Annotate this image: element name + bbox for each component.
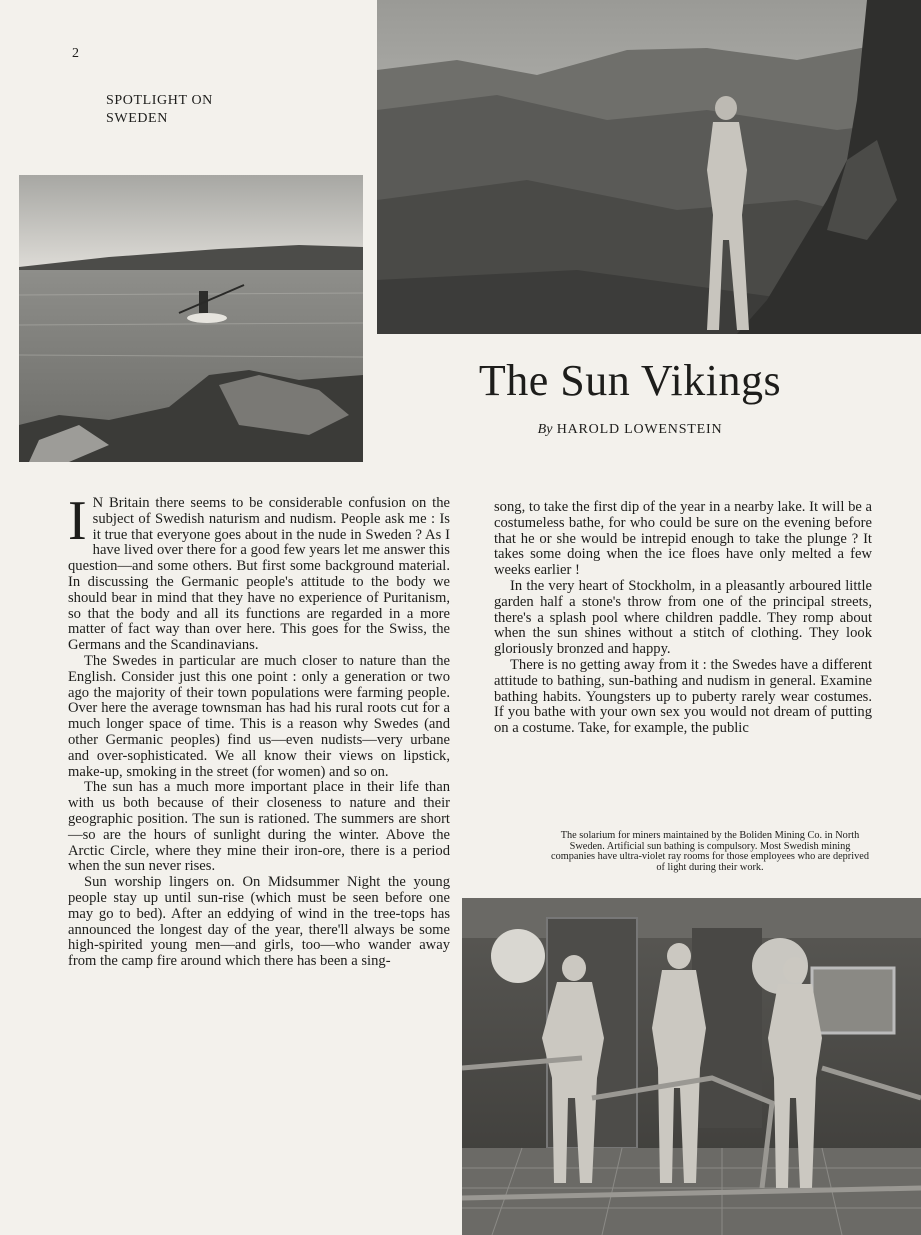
paragraph-6: In the very heart of Stockholm, in a pleasantly arboured little garden half a stone's throw from one of the principal streets, there's a splash pool where children paddle. They romp about when the sun shines without a stitch of clothing. They look gloriously bronzed and happy.: [494, 577, 872, 658]
paragraph-7: There is no getting away from it : the Swedes have a different attitude to bathing, sun-bathing and nudism in general. Examine bathing habits. Youngsters up to puberty rarely wear costumes. If you bathe with your own sex you would not dream of putting on a costume. Take, for example, the public: [494, 656, 872, 737]
paragraph-2: The Swedes in particular are much closer to nature than the English. Consider just this one point : only a generation or two ago the majority of their town populations were farming people. Over here the average townsman has had his rural roots cut for a much longer space of time. This is a reason why Swedes (and other Germanic peoples) find us—even nudists—very urbane and over-sophisticated. We all know their views on lipstick, make-up, smoking in the street (for women) and so on.: [68, 652, 450, 780]
paragraph-4: Sun worship lingers on. On Midsummer Night the young people stay up until sun-rise (which must be seen before one may go to bed). After an eddying of wind in the tree-tops has announced the longest day of the year, there'll always be some high-spirited young men—and girls, too—who wander away from the camp fire around which there has been a sing-: [68, 874, 450, 970]
paragraph-1-text: N Britain there seems to be considerable confusion on the subject of Swedish naturism and nudism. People ask me : Is it true that everyone goes about in the nude in Sweden ? As I have lived over there for a good few years let me answer this question—and some others. But first some background material. In discussing the Germanic people's attitude to the body we should bear in mind that they have no experience of Puritanism, so that the body and all its functions are regarded in a more matter of fact way than over here. This goes for the Swiss, the Germans and the Scandinavians.: [68, 495, 450, 654]
paragraph-5: song, to take the first dip of the year in a nearby lake. It will be a costumeless bathe, for who could be sure on the evening before that he or she would be intrepid enough to take the plunge ? It takes some doing when the ice floes have only melted a few weeks earlier !: [494, 499, 872, 579]
page-number: 2: [72, 46, 79, 61]
drop-cap: I: [68, 490, 87, 552]
section-label: [106, 92, 213, 128]
paragraph-1: [68, 490, 450, 654]
section-label-line-2: SWEDEN: [106, 111, 168, 126]
author-name: HAROLD LOWENSTEIN: [556, 422, 723, 437]
right-column: [494, 500, 872, 737]
canoe-photo: [19, 175, 363, 462]
photo-caption: The solarium for miners maintained by the Boliden Mining Co. in North Sweden. Artificial sun bathing is compulsory. Most Swedish mining companies have ultra-violet ray rooms for those employees who are deprived of light during their work.: [551, 830, 869, 873]
article-title: The Sun Vikings: [478, 356, 782, 405]
mountain-photo: [377, 0, 921, 334]
left-column: [68, 490, 450, 970]
section-label-line-1: SPOTLIGHT ON: [106, 93, 213, 108]
byline: [440, 422, 820, 438]
paragraph-3: The sun has a much more important place in their life than with us both because of their closeness to nature and their geographic position. The sun is rationed. The summers are short—so are the hours of sunlight during the winter. Above the Arctic Circle, where they mine their iron-ore, there is a period when the sun never rises.: [68, 779, 450, 875]
solarium-photo: [462, 898, 921, 1235]
byline-prefix: By: [537, 422, 553, 437]
